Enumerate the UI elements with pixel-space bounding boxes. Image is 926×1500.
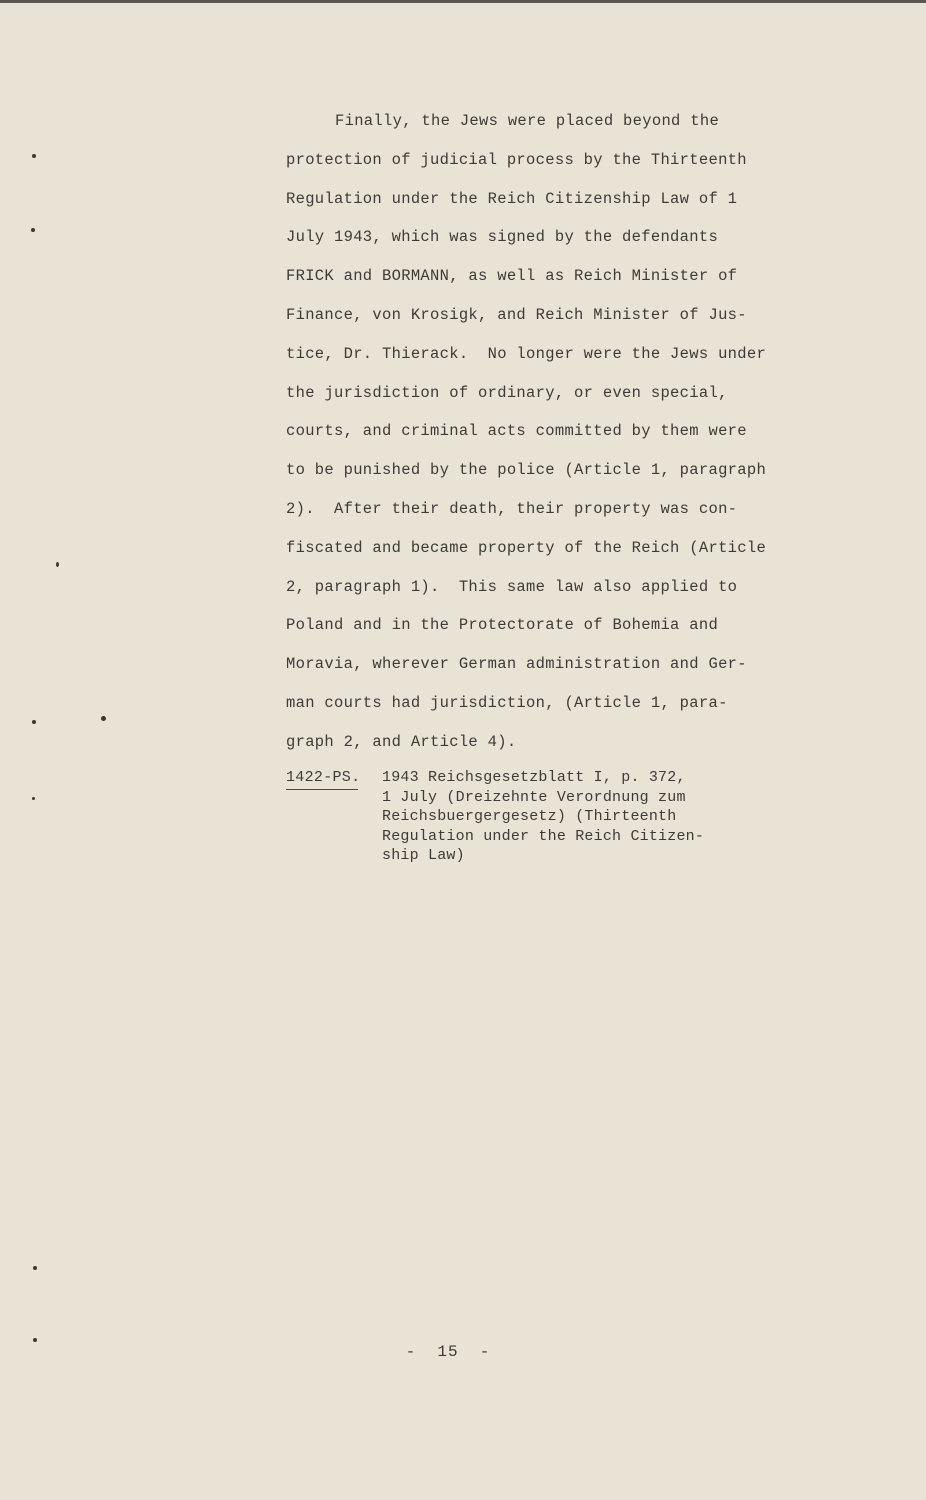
body-line: courts, and criminal acts committed by them were	[286, 422, 747, 441]
margin-speck	[33, 1338, 37, 1342]
citation-text	[382, 768, 704, 866]
margin-speck	[101, 716, 106, 721]
body-line: man courts had jurisdiction, (Article 1, para-	[286, 693, 728, 712]
body-line: Finance, von Krosigk, and Reich Minister of Jus-	[286, 305, 747, 324]
body-line: 2, paragraph 1). This same law also applied to	[286, 577, 738, 596]
body-line: FRICK and BORMANN, as well as Reich Minister of	[286, 267, 738, 286]
citation-line: 1943 Reichsgesetzblatt I, p. 372,	[382, 769, 686, 786]
body-line: fiscated and became property of the Reich (Article	[286, 538, 767, 557]
margin-speck	[32, 797, 35, 800]
body-line: tice, Dr. Thierack. No longer were the Jews under	[286, 344, 767, 363]
body-line: Regulation under the Reich Citizenship Law of 1	[286, 189, 738, 208]
citation-id-underline	[286, 789, 358, 790]
body-line: graph 2, and Article 4).	[286, 732, 517, 751]
body-line: July 1943, which was signed by the defendants	[286, 228, 719, 247]
citation-document-id: 1422-PS.	[286, 769, 361, 786]
margin-speck	[33, 1266, 37, 1270]
margin-speck	[31, 228, 35, 232]
body-line: Poland and in the Protectorate of Bohemia and	[286, 616, 719, 635]
body-line: to be punished by the police (Article 1, paragraph	[286, 461, 767, 480]
body-line: 2). After their death, their property was con-	[286, 499, 738, 518]
margin-speck	[32, 154, 36, 158]
body-line: Finally, the Jews were placed beyond the	[335, 112, 720, 130]
body-paragraph	[286, 108, 786, 768]
citation-line: ship Law)	[382, 847, 465, 864]
page-number: - 15 -	[405, 1343, 491, 1361]
citation-line: 1 July (Dreizehnte Verordnung zum	[382, 788, 686, 806]
citation-line: Reichsbuergergesetz) (Thirteenth	[382, 808, 677, 825]
page-top-edge	[0, 0, 926, 3]
body-line: the jurisdiction of ordinary, or even special,	[286, 383, 728, 402]
body-line: Moravia, wherever German administration and Ger-	[286, 655, 747, 674]
margin-speck	[56, 562, 59, 567]
citation-line: Regulation under the Reich Citizen-	[382, 827, 705, 845]
body-line: protection of judicial process by the Thirteenth	[286, 150, 747, 169]
margin-speck	[32, 720, 36, 724]
